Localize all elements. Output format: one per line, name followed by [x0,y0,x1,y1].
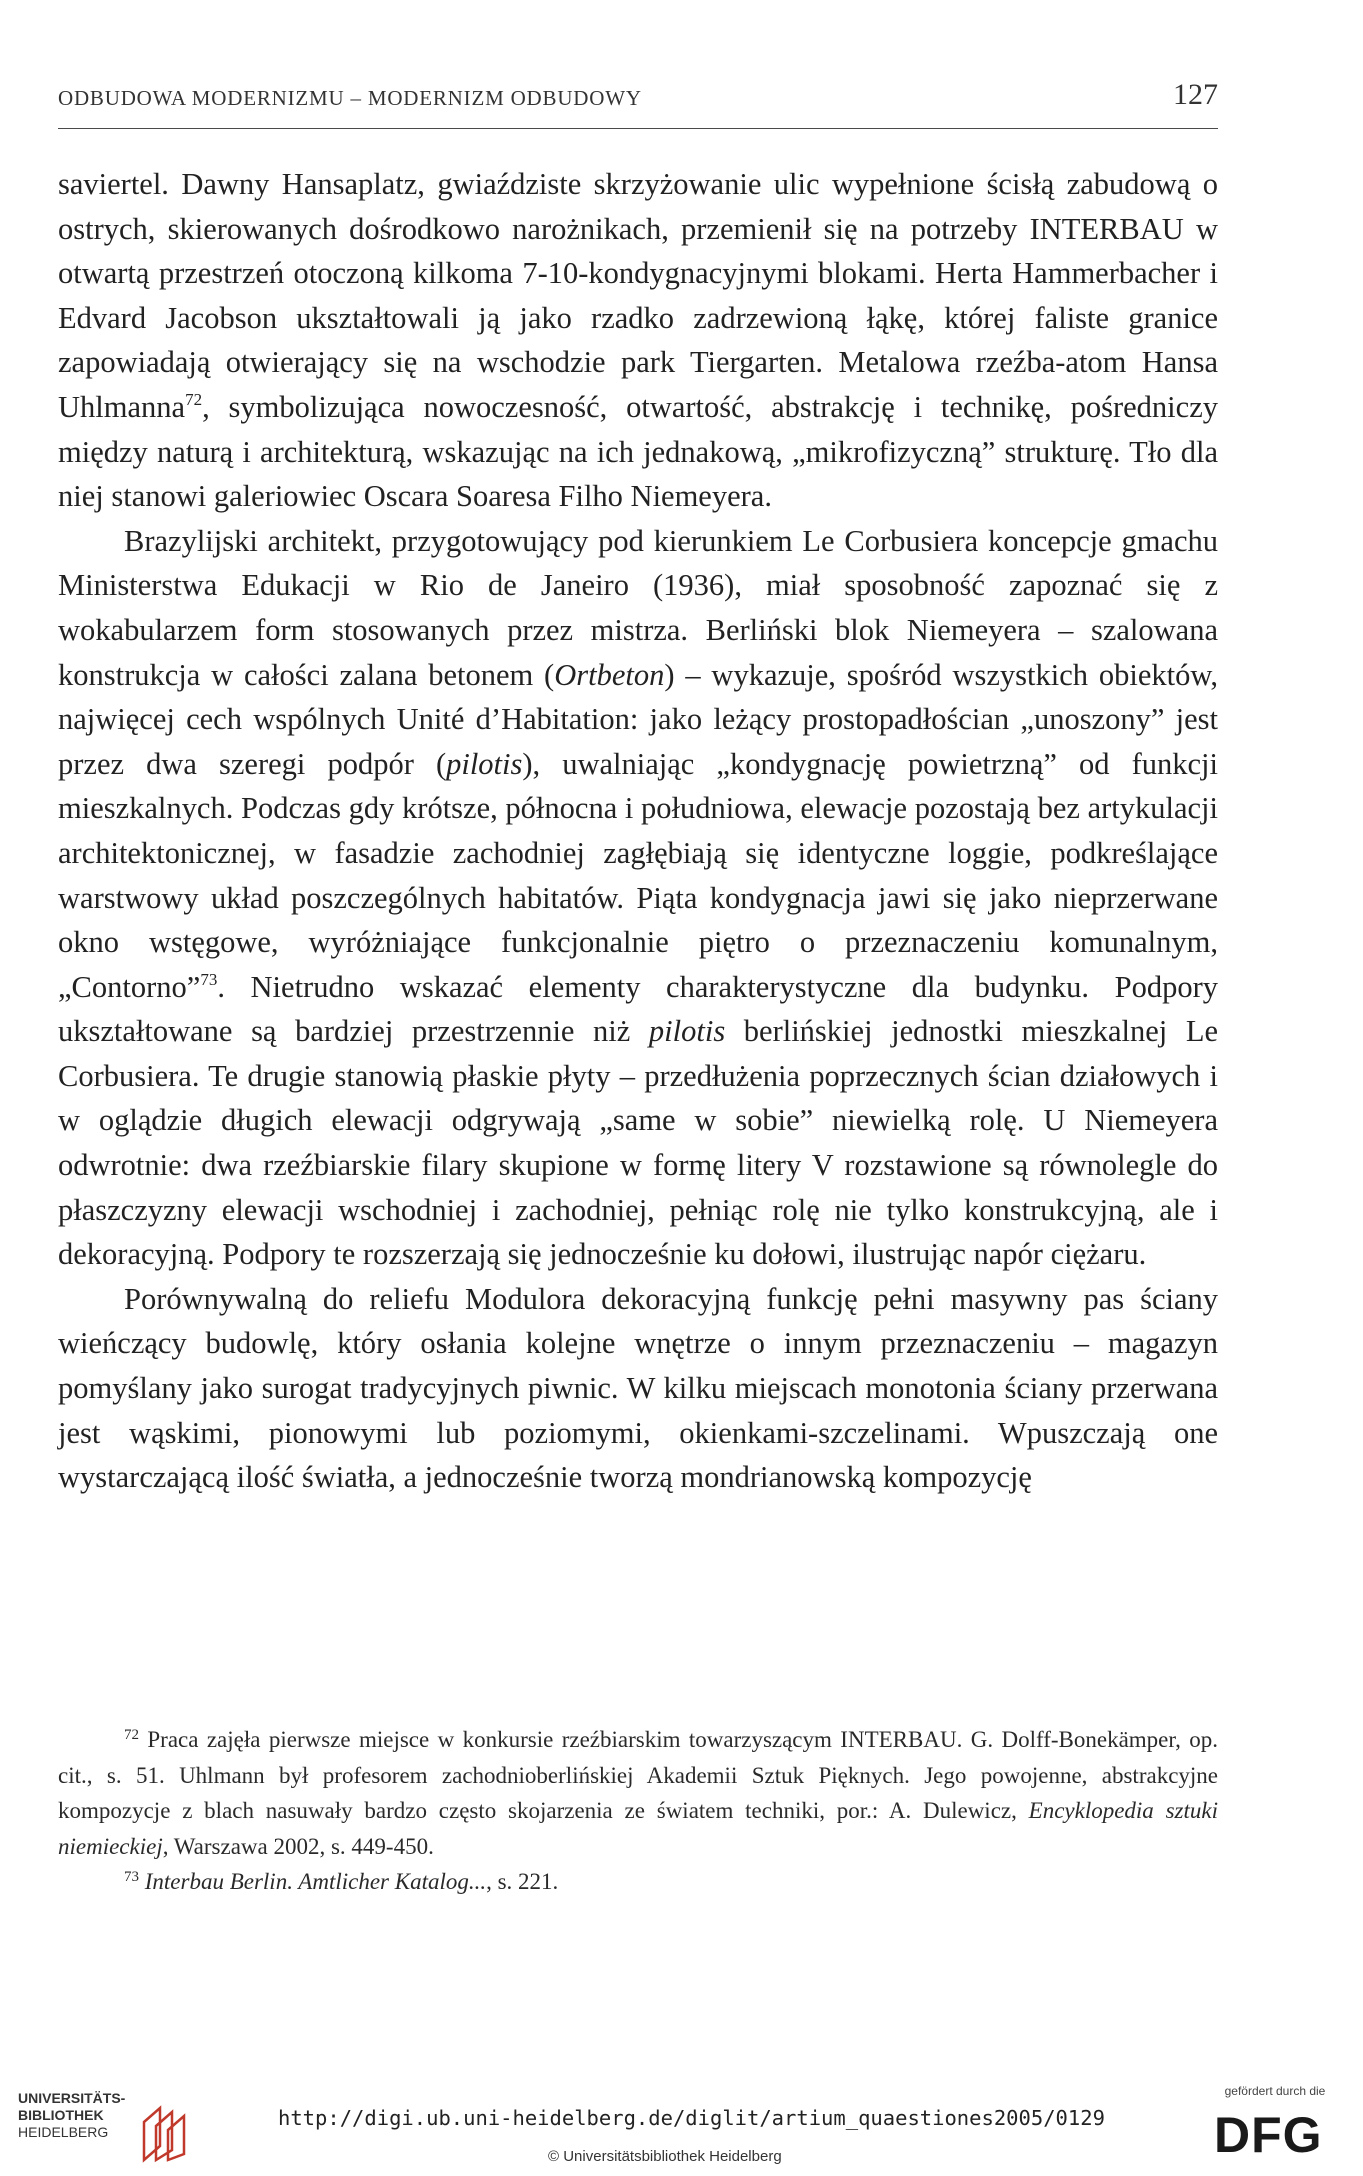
text-run: Porównywalną do reliefu Modulora dekoracyjną funkcję pełni masywny pas ściany wieńczący budowlę, który osłania kolejne wnętrze o innym przeznaczeniu – magazyn pomyślany jako surogat tradycyjnych piwnic. W kilku miejscach monotonia ściany przerwana jest wąskimi, pionowymi lub poziomymi, okienkami-szczelinami. Wpuszczają one wystarczającą ilość światła, a jednocześnie tworzą mondrianowską kompozycję [58,1281,1218,1495]
body-text [58,162,1218,1500]
library-name-line3: HEIDELBERG [18,2124,109,2140]
library-name-line1: UNIVERSITÄTS- [18,2090,126,2106]
text-run: ), uwalniając „kondygnację powietrzną” od funkcji mieszkalnych. Podczas gdy krótsze, północna i południowa, elewacje pozostają bez artykulacji architektonicznej, w fasadzie zachodniej zagłębiają się identyczne loggie, podkreślające warstwowy układ poszczególnych habitatów. Piąta kondygnacja jawi się jako nieprzerwane okno wstęgowe, wyróżniające funkcjonalnie piętro o przeznaczeniu komunalnym, „Contorno” [58,746,1218,1004]
text-run: , Warszawa 2002, s. 449-450. [162,1833,434,1859]
library-name [18,2090,125,2141]
running-head: ODBUDOWA MODERNIZMU – MODERNIZM ODBUDOWY [58,86,642,110]
dfg-funding-logo [1210,2084,1350,2170]
paragraph-1 [58,162,1218,519]
footnote-73 [58,1864,1218,1900]
italic-term: pilotis [446,746,523,781]
footnote-72 [58,1722,1218,1864]
library-emblem-icon [138,2102,206,2164]
footnote-marker: 72 [124,1727,139,1743]
dfg-caption: gefördert durch die [1224,2084,1326,2098]
text-run: . Nietrudno wskazać elementy charakterystyczne dla budynku. Podpory ukształtowane są bardziej przestrzennie niż [58,969,1218,1049]
footnote-marker: 73 [200,969,218,989]
footnote-marker: 72 [185,389,203,409]
page-number: 127 [1173,78,1218,111]
paragraph-2 [58,519,1218,1277]
italic-term: Interbau Berlin. Amtlicher Katalog... [144,1869,487,1894]
text-run: Praca zajęła pierwsze miejsce w konkursie rzeźbiarskim towarzyszącym INTERBAU. G. Dolff-Bonekämper, op. cit., s. 51. Uhlmann był profesorem zachodnioberlińskiej Akademii Sztuk Pięknych. Jego powojenne, abstrakcyjne kompozycje z blach nasuwały bardzo często skojarzenia ze światem techniki, por.: A. Dulewicz, [58,1727,1218,1823]
italic-term: Ortbeton [554,657,665,692]
library-name-line2: BIBLIOTHEK [18,2107,104,2123]
italic-term: pilotis [648,1014,726,1049]
ub-heidelberg-logo [18,2090,208,2170]
page-header [58,78,1218,129]
dfg-logo-text: DFG [1214,2107,1323,2163]
text-run: berlińskiej jednostki mieszkalnej Le Corbusiera. Te drugie stanowią płaskie płyty – przedłużenia poprzecznych ścian działowych i w oglądzie długich elewacji odgrywają „same w sobie” niewielką rolę. U Niemeyera odwrotnie: dwa rzeźbiarskie filary skupione w formę litery V rozstawione są równolegle do płaszczyzny elewacji wschodniej i zachodniej, pełniąc rolę nie tylko konstrukcyjną, ale i dekoracyjną. Podpory te rozszerzają się jednocześnie ku dołowi, ilustrując napór ciężaru. [58,1014,1218,1272]
permalink-url[interactable]: http://digi.ub.uni-heidelberg.de/diglit/artium_quaestiones2005/0129 [278,2106,1105,2130]
text-run: Brazylijski architekt, przygotowujący pod kierunkiem Le Corbusiera koncepcje gmachu Ministerstwa Edukacji w Rio de Janeiro (1936), miał sposobność zapoznać się z wokabularzem form stosowanych przez mistrza. Berliński blok Niemeyera – szalowana konstrukcja w całości zalana betonem ( [58,523,1218,692]
text-run: ) – wykazuje, spośród wszystkich obiektów, najwięcej cech wspólnych Unité d’Habitation: jako leżący prostopadłościan „unoszony” jest przez dwa szeregi podpór ( [58,657,1218,781]
italic-term: Encyklopedia sztuki niemieckiej [58,1798,1218,1859]
footnote-marker: 73 [124,1869,139,1885]
digitization-footer [0,2070,1363,2176]
text-run: , s. 221. [486,1869,559,1894]
paragraph-3 [58,1277,1218,1500]
copyright-notice: © Universitätsbibliothek Heidelberg [548,2148,782,2165]
footnotes [58,1722,1218,1900]
text-run: saviertel. Dawny Hansaplatz, gwiaździste skrzyżowanie ulic wypełnione ścisłą zabudową o ostrych, skierowanych dośrodkowo narożnikach, przemienił się na potrzeby INTERBAU w otwartą przestrzeń otoczoną kilkoma 7-10-kondygnacyjnymi blokami. Herta Hammerbacher i Edvard Jacobson ukształtowali ją jako rzadko zadrzewioną łąkę, której faliste granice zapowiadają otwierający się na wschodzie park Tiergarten. Metalowa rzeźba-atom Hansa Uhlmanna [58,167,1218,424]
text-run: , symbolizująca nowoczesność, otwartość, abstrakcję i technikę, pośredniczy między naturą i architekturą, wskazując na ich jednakową, „mikrofizyczną” strukturę. Tło dla niej stanowi galeriowiec Oscara Soaresa Filho Niemeyera. [58,389,1218,514]
